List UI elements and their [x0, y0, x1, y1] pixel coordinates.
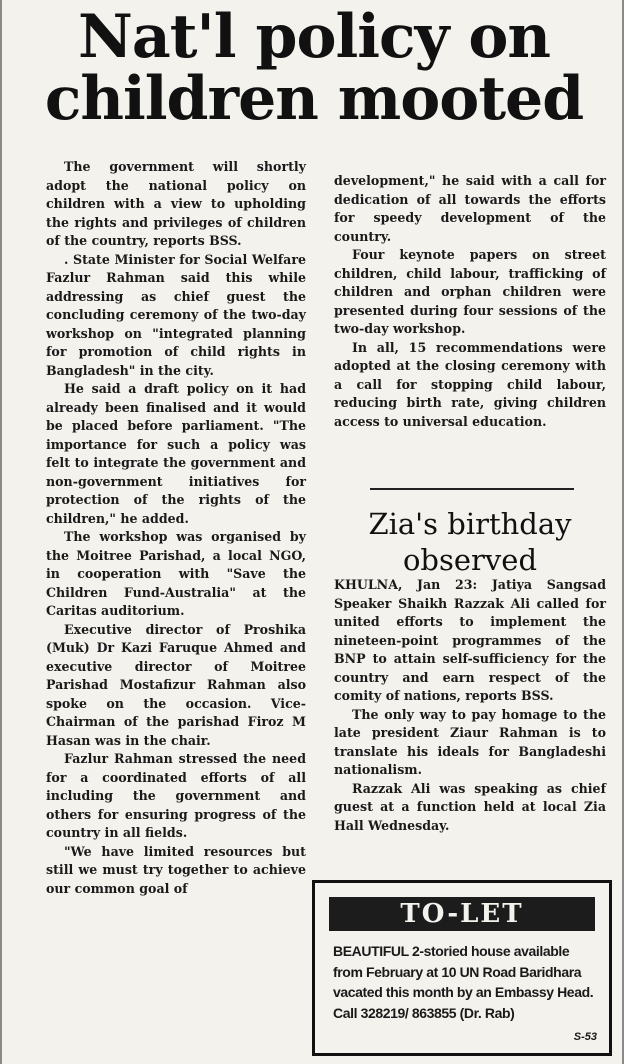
story-paragraph: The only way to pay homage to the late president Ziaur Rahman is to translate his ideals for Bangladeshi nationalism.: [334, 706, 606, 777]
ad-body-text: BEAUTIFUL 2-storied house available from February at 10 UN Road Baridhara vacated this month by an Embassy Head. Call 328219/ 863855 (Dr. Rab): [333, 943, 594, 1021]
second-headline-line-2: observed: [402, 543, 538, 577]
story-paragraph: Four keynote papers on street children, child labour, trafficking of children and orphan children were presented during four sessions of the two-day workshop.: [334, 247, 606, 336]
story-paragraph: He said a draft policy on it had already been finalised and it would be placed before parliament. "The importance for such a policy was felt to integrate the government and non-government initiatives for protection of the rights of the children," he added.: [46, 381, 306, 526]
ad-code: S-53: [573, 1031, 597, 1043]
section-divider: [370, 488, 574, 490]
story-paragraph: The government will shortly adopt the national policy on children with a view to upholding the rights and privileges of children of the country, reports BSS.: [46, 159, 306, 248]
story-paragraph: In all, 15 recommendations were adopted at the closing ceremony with a call for stopping child labour, reducing birth rate, giving children access to universal education.: [334, 339, 606, 429]
story-paragraph: development," he said with a call for dedication of all towards the efforts for speedy development of the country.: [334, 173, 606, 244]
story-paragraph: Razzak Ali was speaking as chief guest at a function held at local Zia Hall Wednesday.: [334, 780, 606, 833]
story-paragraph: Executive director of Proshika (Muk) Dr Kazi Faruque Ahmed and executive director of Moitree Parishad Mostafizur Rahman also spoke on the occasion. Vice-Chairman of the parishad Firoz M Hasan was in the chair.: [46, 621, 306, 748]
story-paragraph: Fazlur Rahman stressed the need for a coordinated efforts of all including the government and others for ensuring progress of the country in all fields.: [46, 751, 306, 840]
story-paragraph: The workshop was organised by the Moitree Parishad, a local NGO, in cooperation with "Save the Children Fund-Australia" at the Caritas auditorium.: [46, 529, 306, 618]
headline-line-2: children mooted: [44, 64, 584, 134]
second-headline-line-1: Zia's birthday: [368, 507, 572, 541]
second-story-body: [334, 576, 606, 835]
story-paragraph: . State Minister for Social Welfare Fazlur Rahman said this while addressing as chief guest the concluding ceremony of the two-day workshop on "integrated planning for promotion of child rights in Bangladesh" in the city.: [46, 251, 306, 378]
ad-heading: TO-LET: [329, 897, 595, 931]
headline-line-1: Nat'l policy on: [78, 2, 550, 72]
second-story-headline: [334, 506, 606, 578]
page-headline: [2, 2, 624, 134]
classified-ad-box: [312, 880, 612, 1056]
story-paragraph: KHULNA, Jan 23: Jatiya Sangsad Speaker Shaikh Razzak Ali called for united efforts to implement the nineteen-point programmes of the BNP to attain self-sufficiency for the country and earn respect of the comity of nations, reports BSS.: [334, 577, 606, 703]
story-paragraph: "We have limited resources but still we must try together to achieve our common goal of: [46, 843, 306, 896]
main-story-right-column: [334, 172, 606, 431]
main-story-left-column: [46, 158, 306, 898]
